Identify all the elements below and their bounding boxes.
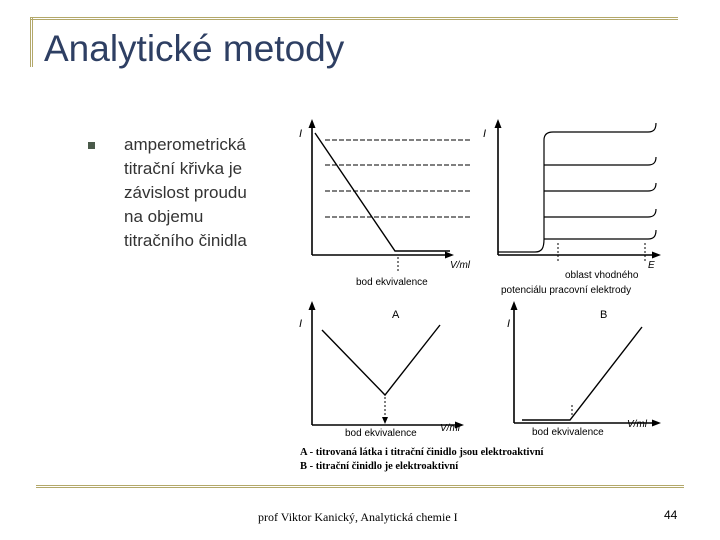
y-axis-label: I [299,128,303,140]
titration-curve [522,327,642,420]
y-axis-label: I [483,128,487,140]
legend-b: B - titrační činidlo je elektroaktivní [300,461,459,472]
panel-label: B [600,309,608,321]
panel-top-left [299,119,471,288]
panel-top-right [483,119,661,296]
legend-a: A - titrovaná látka i titrační činidlo jsou elektroaktivní [300,447,544,458]
bullet-text [124,133,284,253]
panel-label: A [392,309,400,321]
polarization-curves [498,123,656,252]
x-axis-label: V/ml [627,419,647,430]
x-axis-label: E [648,260,655,271]
footer-divider [36,485,684,488]
bullet-line: závislost proudu [124,183,247,202]
bullet-line: amperometrická [124,135,246,154]
titration-curve [315,133,450,251]
arrow-head [652,252,661,259]
equivalence-label: bod ekvivalence [532,427,604,438]
bullet-line: na objemu [124,207,204,226]
bullet-line: titračního činidla [124,231,247,250]
slide-title: Analytické metody [44,28,345,69]
y-axis-label: I [507,318,511,330]
arrow-head [445,252,454,259]
bullet-marker [88,142,95,149]
page-number: 44 [664,508,678,522]
titration-figure [290,115,670,480]
region-caption: oblast vhodného [565,270,639,281]
footer-text: prof Viktor Kanický, Analytická chemie I [258,510,458,524]
grid-lines [325,140,470,217]
x-axis-label: V/ml [440,423,460,434]
region-caption: potenciálu pracovní elektrody [501,285,632,296]
bullet-line: titrační křivka je [124,159,243,178]
panel-bottom-right [507,301,661,438]
arrow-head [652,420,661,427]
x-axis-label: V/ml [450,260,470,271]
equivalence-label: bod ekvivalence [356,277,428,288]
slide-frame-left [30,17,33,67]
arrow-head [495,119,502,128]
arrow-head [309,119,316,128]
slide-frame-top [30,17,678,20]
arrow-head [382,417,388,424]
titration-curve [322,325,440,395]
panel-bottom-left [299,301,464,439]
arrow-head [511,301,518,310]
equivalence-label: bod ekvivalence [345,428,417,439]
y-axis-label: I [299,318,303,330]
arrow-head [309,301,316,310]
